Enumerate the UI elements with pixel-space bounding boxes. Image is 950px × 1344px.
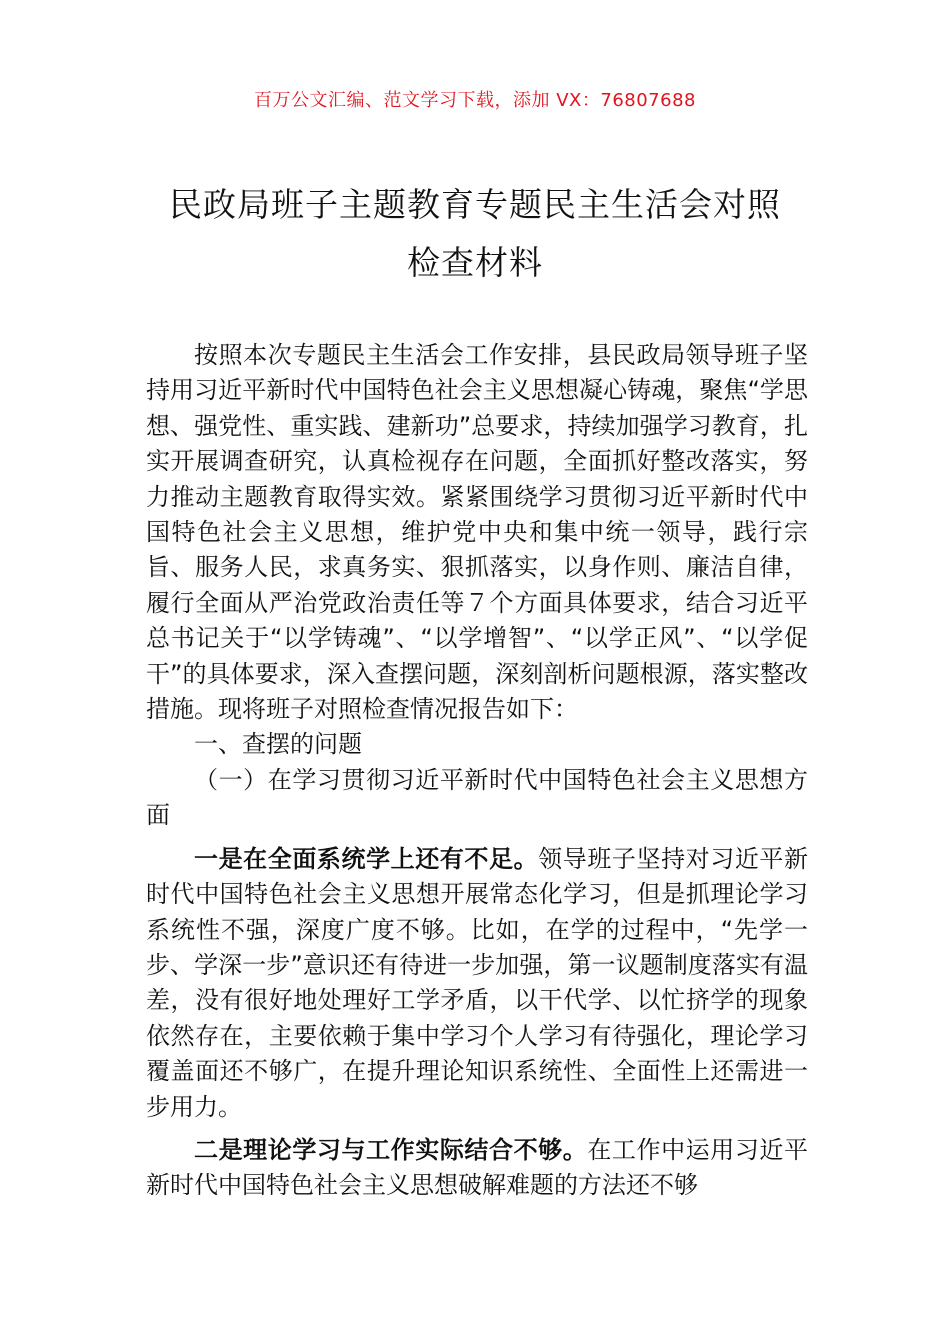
intro-paragraph: 按照本次专题民主生活会工作安排，县民政局领导班子坚持用习近平新时代中国特色社会主义思想凝心铸魂，聚焦“学思想、强党性、重实践、建新功”总要求，持续加强学习教育，扎实开展调查研究，认真检视存在问题，全面抓好整改落实，努力推动主题教育取得实效。紧紧围绕学习贯彻习近平新时代中国特色社会主义思想，维护党中央和集中统一领导，践行宗旨、服务人民，求真务实、狠抓落实，以身作则、廉洁自律，履行全面从严治党政治责任等７个方面具体要求，结合习近平总书记关于“以学铸魂”、“以学增智”、“以学正风”、“以学促干”的具体要求，深入查摆问题，深刻剖析问题根源，落实整改措施。现将班子对照检查情况报告如下： xyxy=(146,341,808,724)
point-2-paragraph xyxy=(146,1133,808,1204)
point-2-lead: 二是理论学习与工作实际结合不够。 xyxy=(194,1135,588,1164)
document-title xyxy=(140,176,810,292)
point-1-paragraph xyxy=(146,842,808,1125)
header-watermark-note: 百万公文汇编、范文学习下载，添加 VX：76807688 xyxy=(254,90,696,111)
subsection-heading-1: （一）在学习贯彻习近平新时代中国特色社会主义思想方面 xyxy=(146,765,808,830)
title-line-2: 检查材料 xyxy=(407,243,543,282)
point-2-text: 在工作中运用习近平新时代中国特色社会主义思想破解难题的方法还不够 xyxy=(146,1135,809,1200)
section-heading-1: 一、查摆的问题 xyxy=(194,730,362,759)
document-body xyxy=(146,338,808,1204)
point-1-lead: 一是在全面系统学上还有不足。 xyxy=(194,844,539,873)
title-line-1: 民政局班子主题教育专题民主生活会对照 xyxy=(169,185,781,224)
point-1-text: 领导班子坚持对习近平新时代中国特色社会主义思想开展常态化学习，但是抓理论学习系统性不强，深度广度不够。比如，在学的过程中，“先学一步、学深一步”意识还有待进一步加强，第一议题制度落实有温差，没有很好地处理好工学矛盾，以干代学、以忙挤学的现象依然存在，主要依赖于集中学习个人学习有待强化，理论学习覆盖面还不够广，在提升理论知识系统性、全面性上还需进一步用力。 xyxy=(146,844,809,1121)
